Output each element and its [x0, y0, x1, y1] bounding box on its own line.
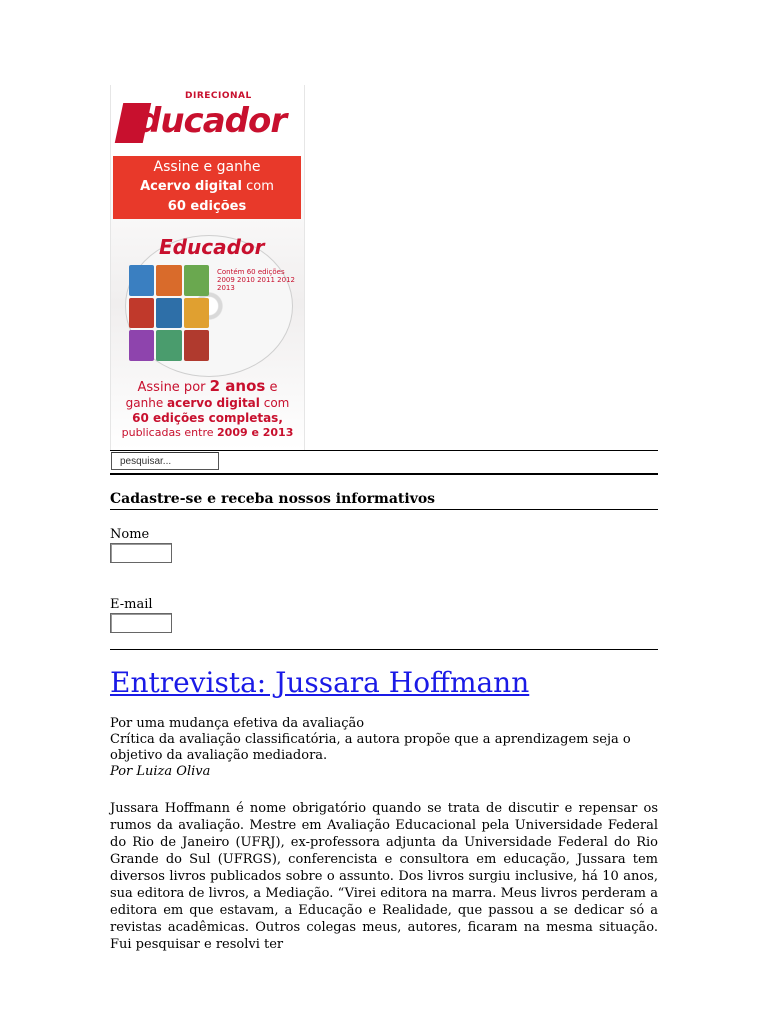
article-subtitle: Por uma mudança efetiva da avaliação: [110, 716, 365, 731]
subscription-ad-banner[interactable]: [110, 85, 305, 450]
magazine-cover: [184, 265, 209, 296]
offer-line-1: Assine e ganhe: [153, 159, 261, 175]
article-intro: [110, 716, 658, 780]
name-label: Nome: [110, 527, 150, 542]
ad-call-to-action: Assine por 2 anos e ganhe acervo digital com 60 edições completas, publicadas entre 2009 e 2013: [121, 377, 294, 439]
search-input[interactable]: [111, 452, 219, 470]
magazine-cover: [129, 330, 154, 361]
magazine-cover: [129, 265, 154, 296]
email-label: E-mail: [110, 597, 153, 612]
logo-big-text: ducador: [137, 101, 287, 141]
educador-logo: [119, 91, 299, 151]
magazine-cover: [156, 265, 181, 296]
article-body: Jussara Hoffmann é nome obrigatório quando se trata de discutir e repensar os rumos da avaliação. Mestre em Avaliação Educacional pela Universidade Federal do Rio de Janeiro (UFRJ), ex-professora adjunta da Universidade Federal do Rio Grande do Sul (UFRGS), conferencista e consultora em educação, Jussara tem diversos livros publicados sobre o assunto. Dos livros surgiu inclusive, há 10 anos, sua editora de livros, a Mediação. “Virei editora na marra. Meus livros perderam a editora em que estavam, a Educação e Realidade, que passou a se dedicar só a revistas acadêmicas. Outros colegas meus, autores, ficaram na mesma situação. Fui pesquisar e resolvi ter: [110, 801, 658, 952]
ad-offer-box: [113, 156, 301, 219]
newsletter-title: Cadastre-se e receba nossos informativos: [110, 490, 658, 510]
article-lead: Crítica da avaliação classificatória, a autora propõe que a aprendizagem seja o objetivo da avaliação mediadora.: [110, 732, 631, 763]
name-field[interactable]: [110, 543, 172, 563]
cd-logo: Educador: [159, 235, 265, 259]
magazine-cover: [156, 298, 181, 329]
magazine-cover: [129, 298, 154, 329]
offer-line-2: Acervo digital com: [140, 179, 274, 194]
magazine-cover: [156, 330, 181, 361]
email-field[interactable]: [110, 613, 172, 633]
logo-small-text: DIRECIONAL: [185, 91, 252, 101]
page-content: [110, 85, 658, 952]
magazine-cover: [184, 330, 209, 361]
section-divider: [110, 649, 658, 650]
search-bar: [110, 450, 658, 475]
article-author: Por Luiza Oliva: [110, 764, 211, 779]
cd-text: Contém 60 edições 2009 2010 2011 2012 2013: [217, 268, 295, 292]
magazine-covers: [129, 265, 209, 361]
magazine-cover: [184, 298, 209, 329]
article-headline-link[interactable]: Entrevista: Jussara Hoffmann: [110, 666, 530, 699]
offer-line-3: 60 edições: [167, 199, 247, 214]
